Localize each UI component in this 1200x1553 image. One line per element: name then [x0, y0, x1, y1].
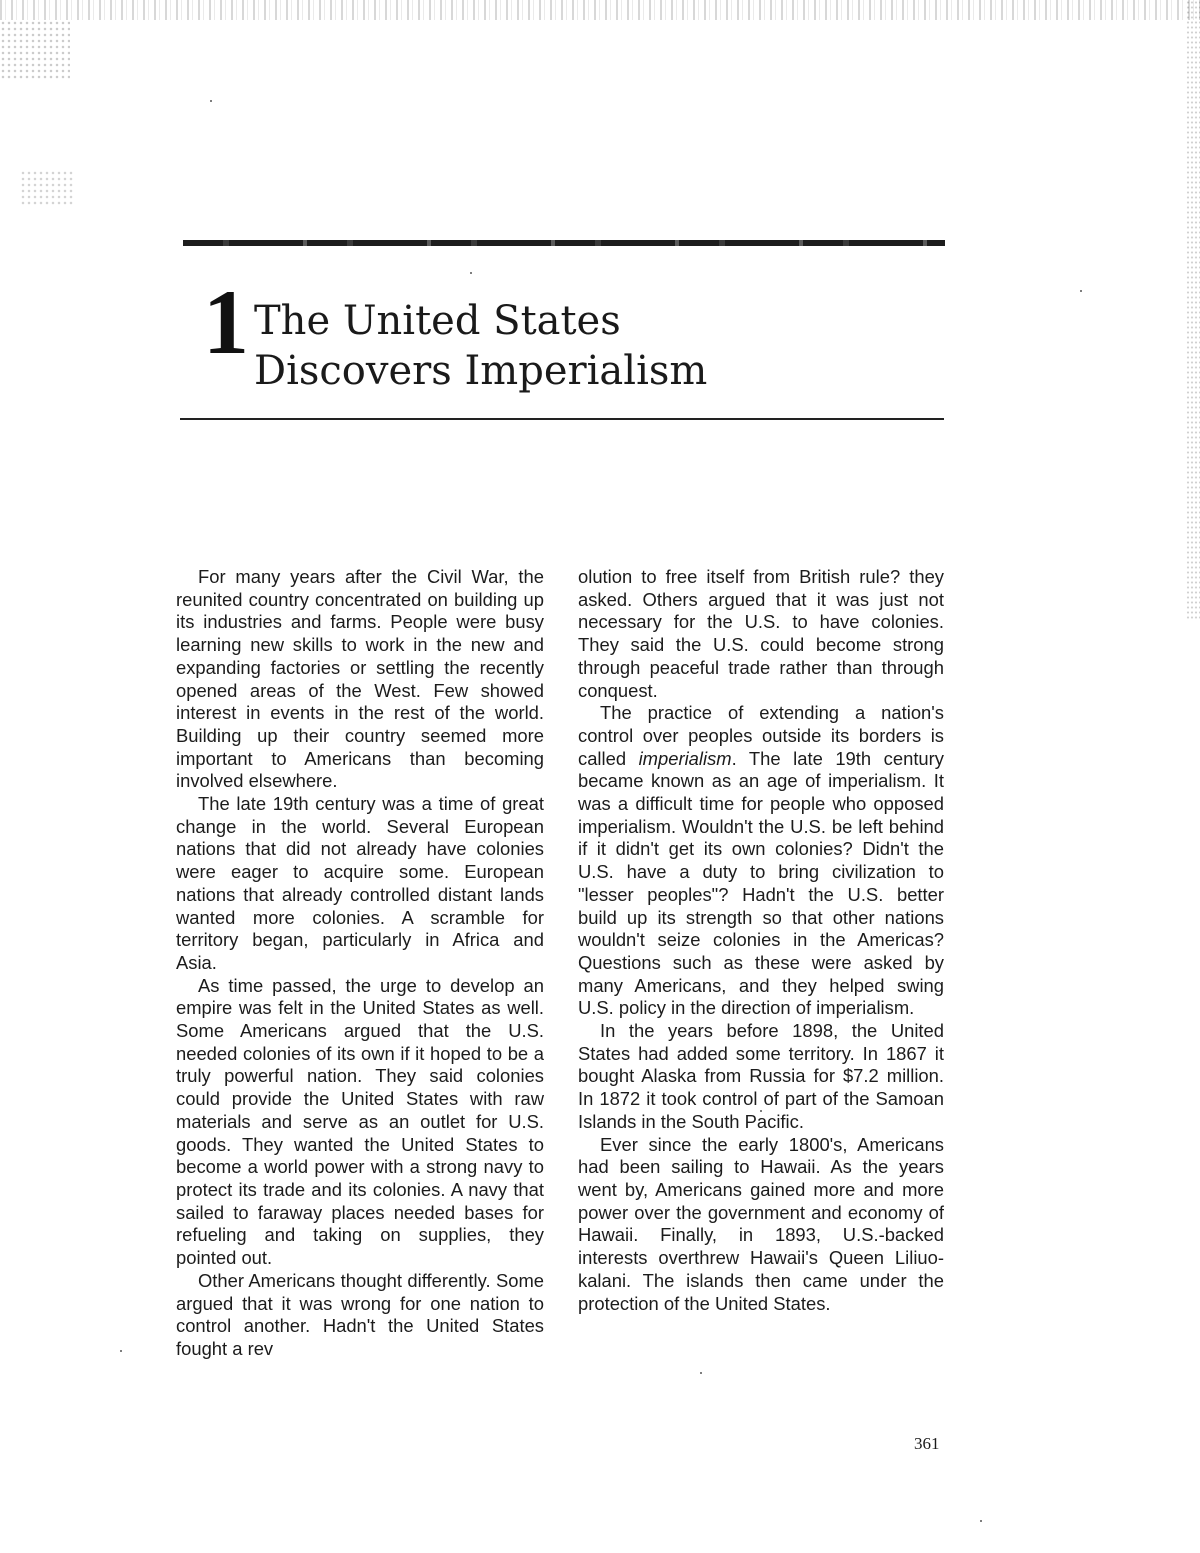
- text-run: . The late 19th century became known as an age of imperialism. It was a difficult time for people who opposed imperialism. Wouldn't the U.S. be left behind if it didn't get its own colonies? Didn't the U.S. have a duty to bring civilization to "lesser peoples"? Hadn't the U.S. better build up its strength so that other nations wouldn't seize colonies in the Americas? Questions such as these were asked by many Americans, and they helped swing U.S. policy in the direction of imperialism.: [578, 747, 944, 1019]
- body-paragraph: [578, 702, 944, 1020]
- scan-noise-right: [1186, 0, 1200, 620]
- chapter-number: 1: [203, 271, 249, 373]
- chapter-top-rule: [183, 240, 945, 246]
- scan-speck: [980, 1520, 982, 1522]
- chapter-title-line: Discovers Imperialism: [254, 348, 708, 394]
- text-run: The practice of extending a nation's control over peoples outside its borders is called: [578, 702, 944, 769]
- chapter-title: [254, 296, 707, 396]
- chapter-title-line: The United States: [254, 298, 621, 344]
- continued-paragraph: olution to free itself from British rule? they asked. Others argued that it was just not necessary for the U.S. to have colonies. They said the U.S. could become strong through peaceful trade rather than through conquest.: [578, 566, 944, 701]
- right-text-column: [578, 566, 944, 1315]
- emphasized-term: imperialism: [638, 747, 732, 769]
- scan-speck: [700, 1372, 702, 1374]
- body-paragraph: For many years after the Civil War, the reunited country concentrated on building up its industries and farms. People were busy learning new skills to work in the new and expanding factories or settling the recently opened areas of the West. Few showed interest in events in the rest of the world. Building up their country seemed more important to Americans than becoming involved elsewhere.: [176, 566, 544, 792]
- scan-speck: [1080, 290, 1082, 292]
- scan-speck: [470, 272, 472, 274]
- scan-noise-top: [0, 0, 1200, 20]
- body-paragraph: The late 19th century was a time of great change in the world. Several European nations that did not already have colonies were eager to acquire some. European nations that already controlled distant lands wanted more colonies. A scramble for territory began, particularly in Africa and Asia.: [176, 793, 544, 973]
- body-paragraph: Other Americans thought differently. Some argued that it was wrong for one nation to control another. Hadn't the United States fought a rev: [176, 1269, 544, 1359]
- body-paragraph: Ever since the early 1800's, Americans had been sailing to Hawaii. As the years went by, Americans gained more and more power over the government and economy of Hawaii. Finally, in 1893, U.S.-backed interests overthrew Hawaii's Queen Liliuokalani. The islands then came under the protection of the United States.: [578, 1133, 944, 1314]
- left-text-column: [176, 566, 544, 1361]
- page-number: 361: [914, 1434, 940, 1453]
- body-paragraph: In the years before 1898, the United States had added some territory. In 1867 it bought Alaska from Russia for $7.2 million. In 1872 it took control of part of the Samoan Islands in the South Pacific.: [578, 1020, 944, 1132]
- scan-noise-left: [0, 20, 70, 80]
- scan-noise-left-lower: [20, 170, 75, 205]
- scan-speck: [210, 100, 212, 102]
- body-paragraph: As time passed, the urge to develop an empire was felt in the United States as well. Some Americans argued that the U.S. needed colonies of its own if it hoped to be a truly powerful nation. They said colonies could provide the United States with raw materials and serve as an outlet for U.S. goods. They wanted the United States to become a world power with a strong navy to protect its trade and its colonies. A navy that sailed to faraway places needed bases for refueling and taking on supplies, they pointed out.: [176, 974, 544, 1269]
- chapter-bottom-rule: [180, 418, 944, 420]
- scan-speck: [120, 1350, 122, 1352]
